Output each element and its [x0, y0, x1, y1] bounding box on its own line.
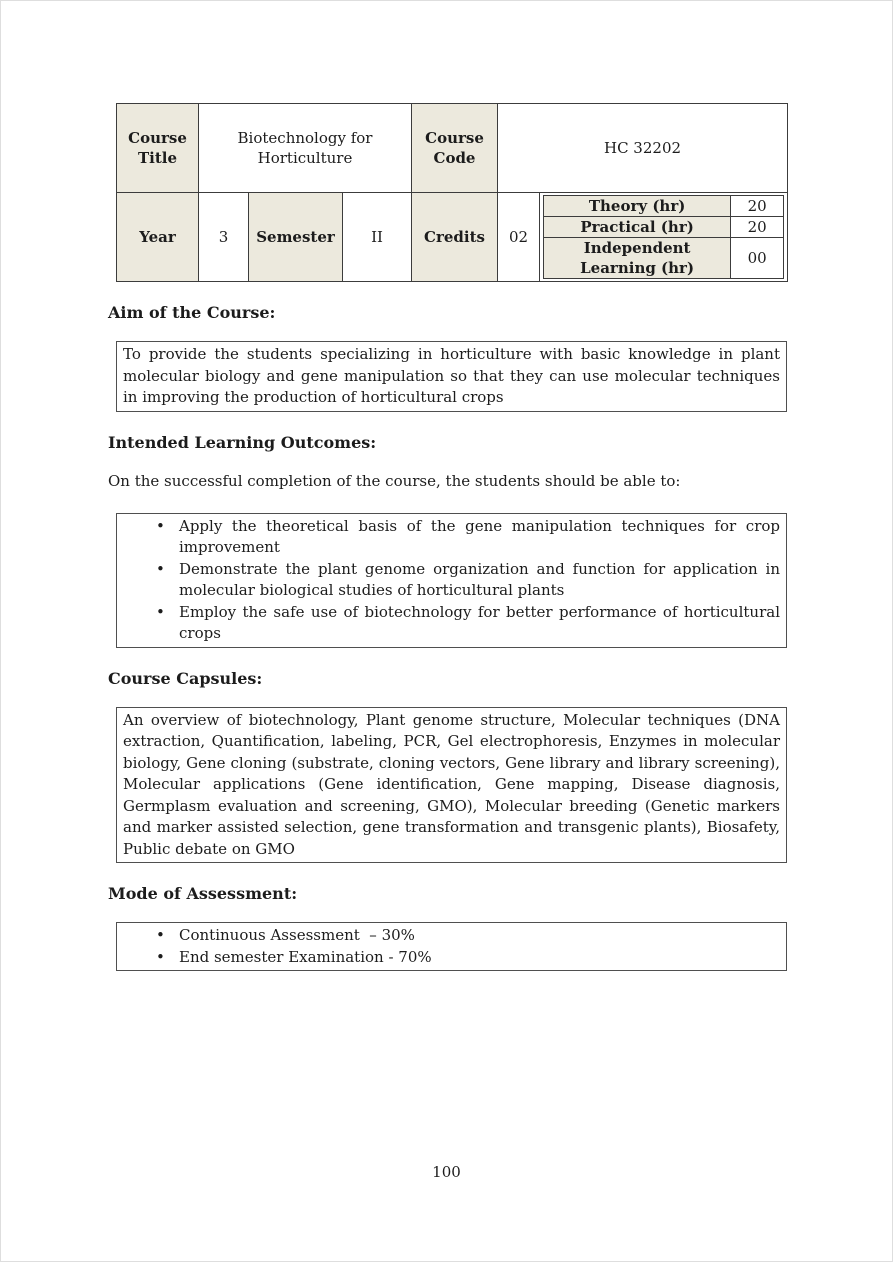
capsules-heading: Course Capsules: [108, 668, 263, 688]
table-row [544, 196, 784, 217]
assessment-heading: Mode of Assessment: [108, 884, 298, 903]
course-code-value-cell: HC 32202 [498, 104, 788, 193]
year-label-cell: Year [117, 193, 199, 282]
theory-hours-label-cell: Theory (hr) [544, 196, 731, 217]
year-value-cell: 3 [199, 193, 249, 282]
credits-value-cell: 02 [498, 193, 540, 282]
course-title-label-cell: Course Title [117, 104, 199, 193]
table-row [544, 217, 784, 238]
hours-cell [540, 193, 788, 282]
theory-hours-value-cell: 20 [731, 196, 784, 217]
ilo-bullet-item: • Demonstrate the plant genome organization and function for application in molecular biological studies of horticultural plants [123, 559, 780, 602]
hours-table [543, 195, 784, 279]
course-code-label-cell: Course Code [412, 104, 498, 193]
semester-value-cell: II [343, 193, 412, 282]
assessment-bullet-list [123, 925, 780, 968]
assessment-bullet-item: • End semester Examination - 70% [123, 947, 780, 969]
table-row [117, 104, 788, 193]
credits-label-cell: Credits [412, 193, 498, 282]
semester-label-cell: Semester [249, 193, 343, 282]
ilo-heading: Intended Learning Outcomes: [108, 432, 377, 452]
independent-learning-hours-value-cell: 00 [731, 238, 784, 279]
ilo-intro-text: On the successful completion of the course, the students should be able to: [108, 471, 681, 490]
assessment-box [116, 922, 787, 971]
table-row [544, 238, 784, 279]
ilo-bullet-item: • Apply the theoretical basis of the gene manipulation techniques for crop improvement [123, 516, 780, 559]
page-number: 100 [432, 1163, 461, 1181]
practical-hours-value-cell: 20 [731, 217, 784, 238]
independent-learning-hours-label-cell: Independent Learning (hr) [544, 238, 731, 279]
practical-hours-label-cell: Practical (hr) [544, 217, 731, 238]
page-content [1, 1, 892, 971]
aim-heading: Aim of the Course: [108, 303, 276, 322]
aim-text-box: To provide the students specializing in horticulture with basic knowledge in plant molecular biology and gene manipulation so that they can use molecular techniques in improving the production of horticultural crops [116, 341, 787, 412]
table-row [117, 193, 788, 282]
course-info-table [116, 103, 788, 282]
ilo-bullet-item: • Employ the safe use of biotechnology for better performance of horticultural crops [123, 602, 780, 645]
ilo-box [116, 513, 787, 648]
course-title-value-cell: Biotechnology for Horticulture [199, 104, 412, 193]
assessment-bullet-item: • Continuous Assessment – 30% [123, 925, 780, 947]
ilo-bullet-list [123, 516, 780, 645]
capsules-text-box: An overview of biotechnology, Plant genome structure, Molecular techniques (DNA extraction, Quantification, labeling, PCR, Gel electrophoresis, Enzymes in molecular biology, Gene cloning (substrate, cloning vectors, Gene library and library screening), Molecular applications (Gene identification, Gene mapping, Disease diagnosis, Germplasm evaluation and screening, GMO), Molecular breeding (Genetic markers and marker assisted selection, gene transformation and transgenic plants), Biosafety, Public debate on GMO [116, 707, 787, 864]
